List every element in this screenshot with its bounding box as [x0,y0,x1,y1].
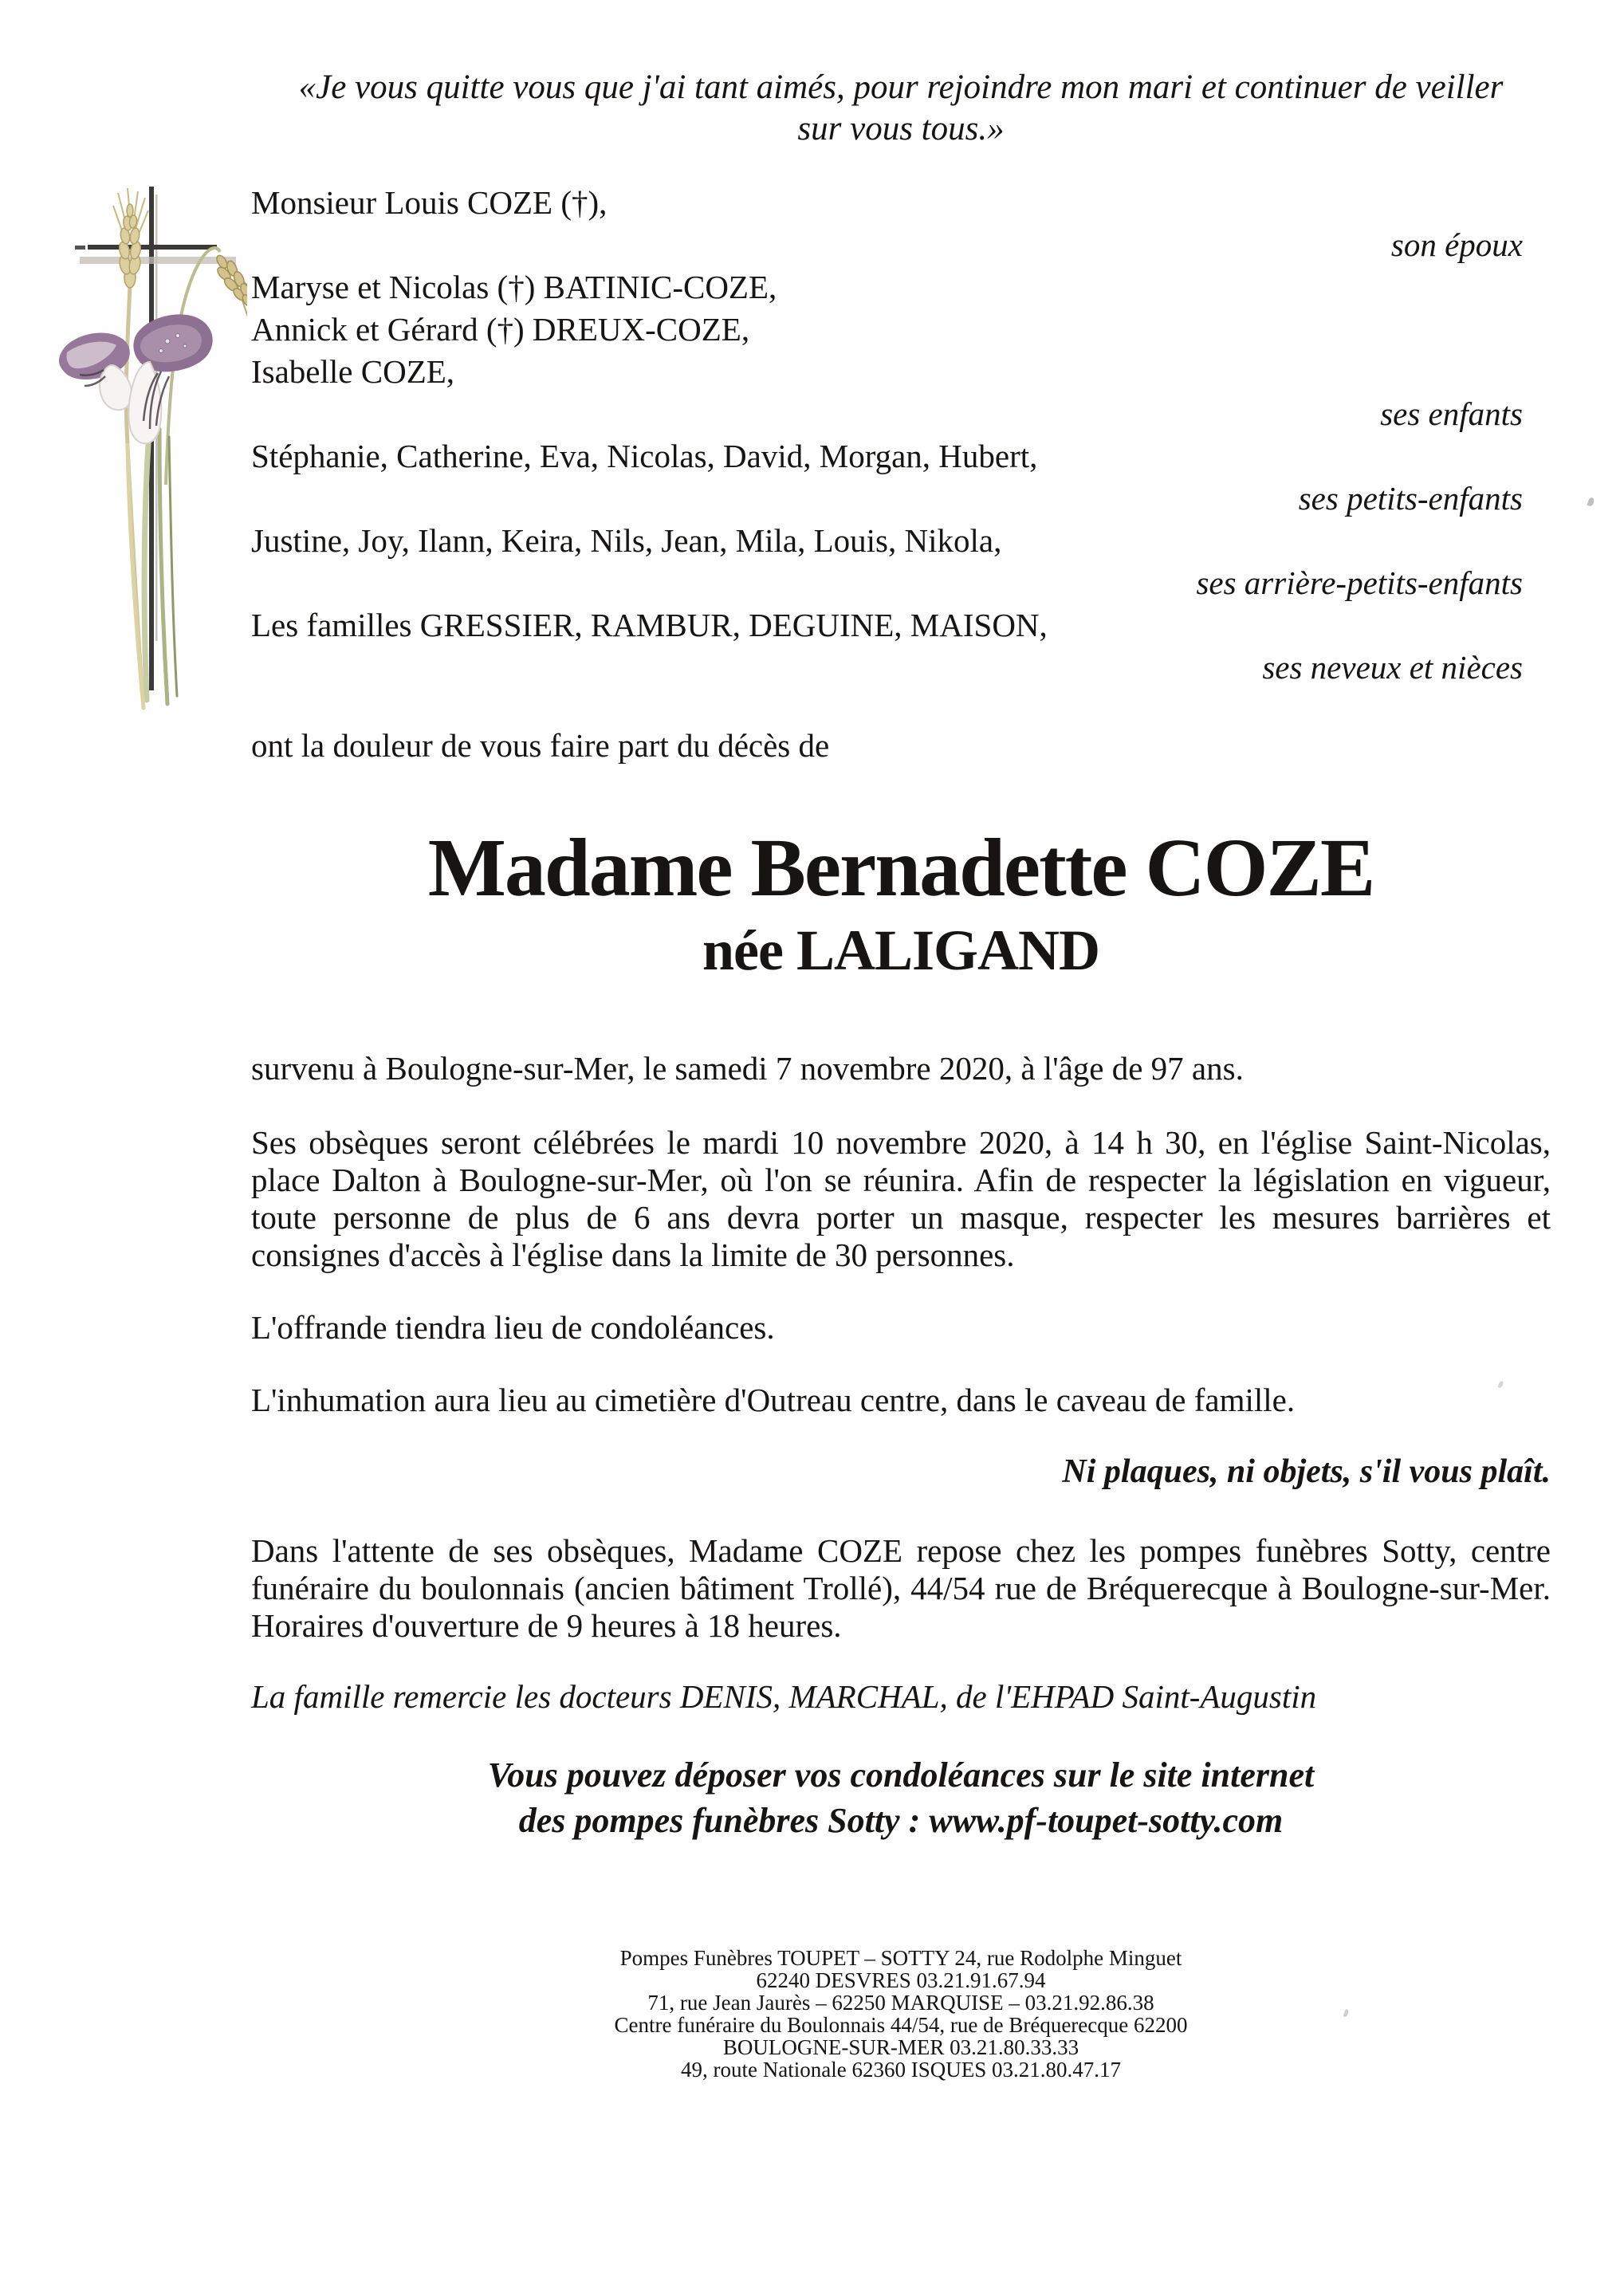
footer-line: Centre funéraire du Boulonnais 44/54, rue de Bréquerecque 62200 [614,2013,1188,2037]
relation-label: ses enfants [1380,395,1523,432]
condolences-website [251,1752,1551,1843]
cross-and-lilies-artwork [48,182,247,716]
funeral-details: Ses obsèques seront célébrées le mardi 10 novembre 2020, à 14 h 30, en l'église Saint-Nicolas, place Dalton à Boulogne-sur-Mer, où l'on se réunira. Afin de respecter la législation en vigueur, toute personne de plus de 6 ans devra porter un masque, respecter les mesures barrières et consignes d'accès à l'église dans la limite de 30 personnes. [251,1124,1551,1273]
mourner-line: Les familles GRESSIER, RAMBUR, DEGUINE, MAISON, [251,607,1048,643]
repose-details: Dans l'attente de ses obsèques, Madame COZE repose chez les pompes funèbres Sotty, centre funéraire du boulonnais (ancien bâtiment Trollé), 44/54 rue de Bréquerecque à Boulogne-sur-Mer. Horaires d'ouverture de 9 heures à 18 heures. [251,1532,1551,1644]
mourner-line: Justine, Joy, Ilann, Keira, Nils, Jean, Mila, Louis, Nikola, [251,522,1002,559]
death-details: survenu à Boulogne-sur-Mer, le samedi 7 novembre 2020, à l'âge de 97 ans. [251,1050,1244,1087]
footer-line: Pompes Funèbres TOUPET – SOTTY 24, rue Rodolphe Minguet [619,1946,1182,1970]
footer-line: BOULOGNE-SUR-MER 03.21.80.33.33 [722,2035,1079,2059]
mourner-line: Annick et Gérard (†) DREUX-COZE, [251,311,750,348]
epitaph-quote [251,67,1551,150]
footer-line: 49, route Nationale 62360 ISQUES 03.21.80.47.17 [681,2058,1121,2082]
relation-label: ses arrière-petits-enfants [1196,564,1523,601]
condolences-website-line1: Vous pouvez déposer vos condoléances sur le site internet [487,1755,1315,1795]
epitaph-quote-line2: sur vous tous.» [797,110,1005,147]
no-plaques-note: Ni plaques, ni objets, s'il vous plaît. [1062,1453,1551,1490]
relation-label: son époux [1390,226,1523,263]
condolences-website-line2: des pompes funèbres Sotty : www.pf-toupet-sotty.com [518,1801,1284,1840]
deceased-name: Madame Bernadette COZE [427,822,1374,914]
announcement-intro: ont la douleur de vous faire part du décès de [251,727,830,764]
footer-line: 62240 DESVRES 03.21.91.67.94 [756,1968,1046,1992]
epitaph-quote-line1: «Je vous quitte vous que j'ai tant aimés, pour rejoindre mon mari et continuer de veiller [298,69,1504,106]
mourner-line: Stéphanie, Catherine, Eva, Nicolas, David, Morgan, Hubert, [251,438,1038,474]
burial-note: L'inhumation aura lieu au cimetière d'Outreau centre, dans le caveau de famille. [251,1382,1296,1418]
mourner-line: Maryse et Nicolas (†) BATINIC-COZE, [251,269,777,305]
relation-label: ses petits-enfants [1298,480,1523,517]
relation-label: ses neveux et nièces [1262,649,1523,686]
family-thanks: La famille remercie les docteurs DENIS, MARCHAL, de l'EHPAD Saint-Augustin [251,1678,1317,1715]
mourner-line: Monsieur Louis COZE (†), [251,184,608,221]
calla-lilies [59,314,213,443]
mourners-list [251,182,1551,689]
funeral-home-footer [251,1947,1551,2081]
mourner-line: Isabelle COZE, [251,353,455,390]
offering-note: L'offrande tiendra lieu de condoléances. [251,1309,775,1346]
maiden-name: née LALIGAND [702,918,1099,982]
footer-line: 71, rue Jean Jaurès – 62250 MARQUISE – 03.21.92.86.38 [647,1991,1154,2015]
